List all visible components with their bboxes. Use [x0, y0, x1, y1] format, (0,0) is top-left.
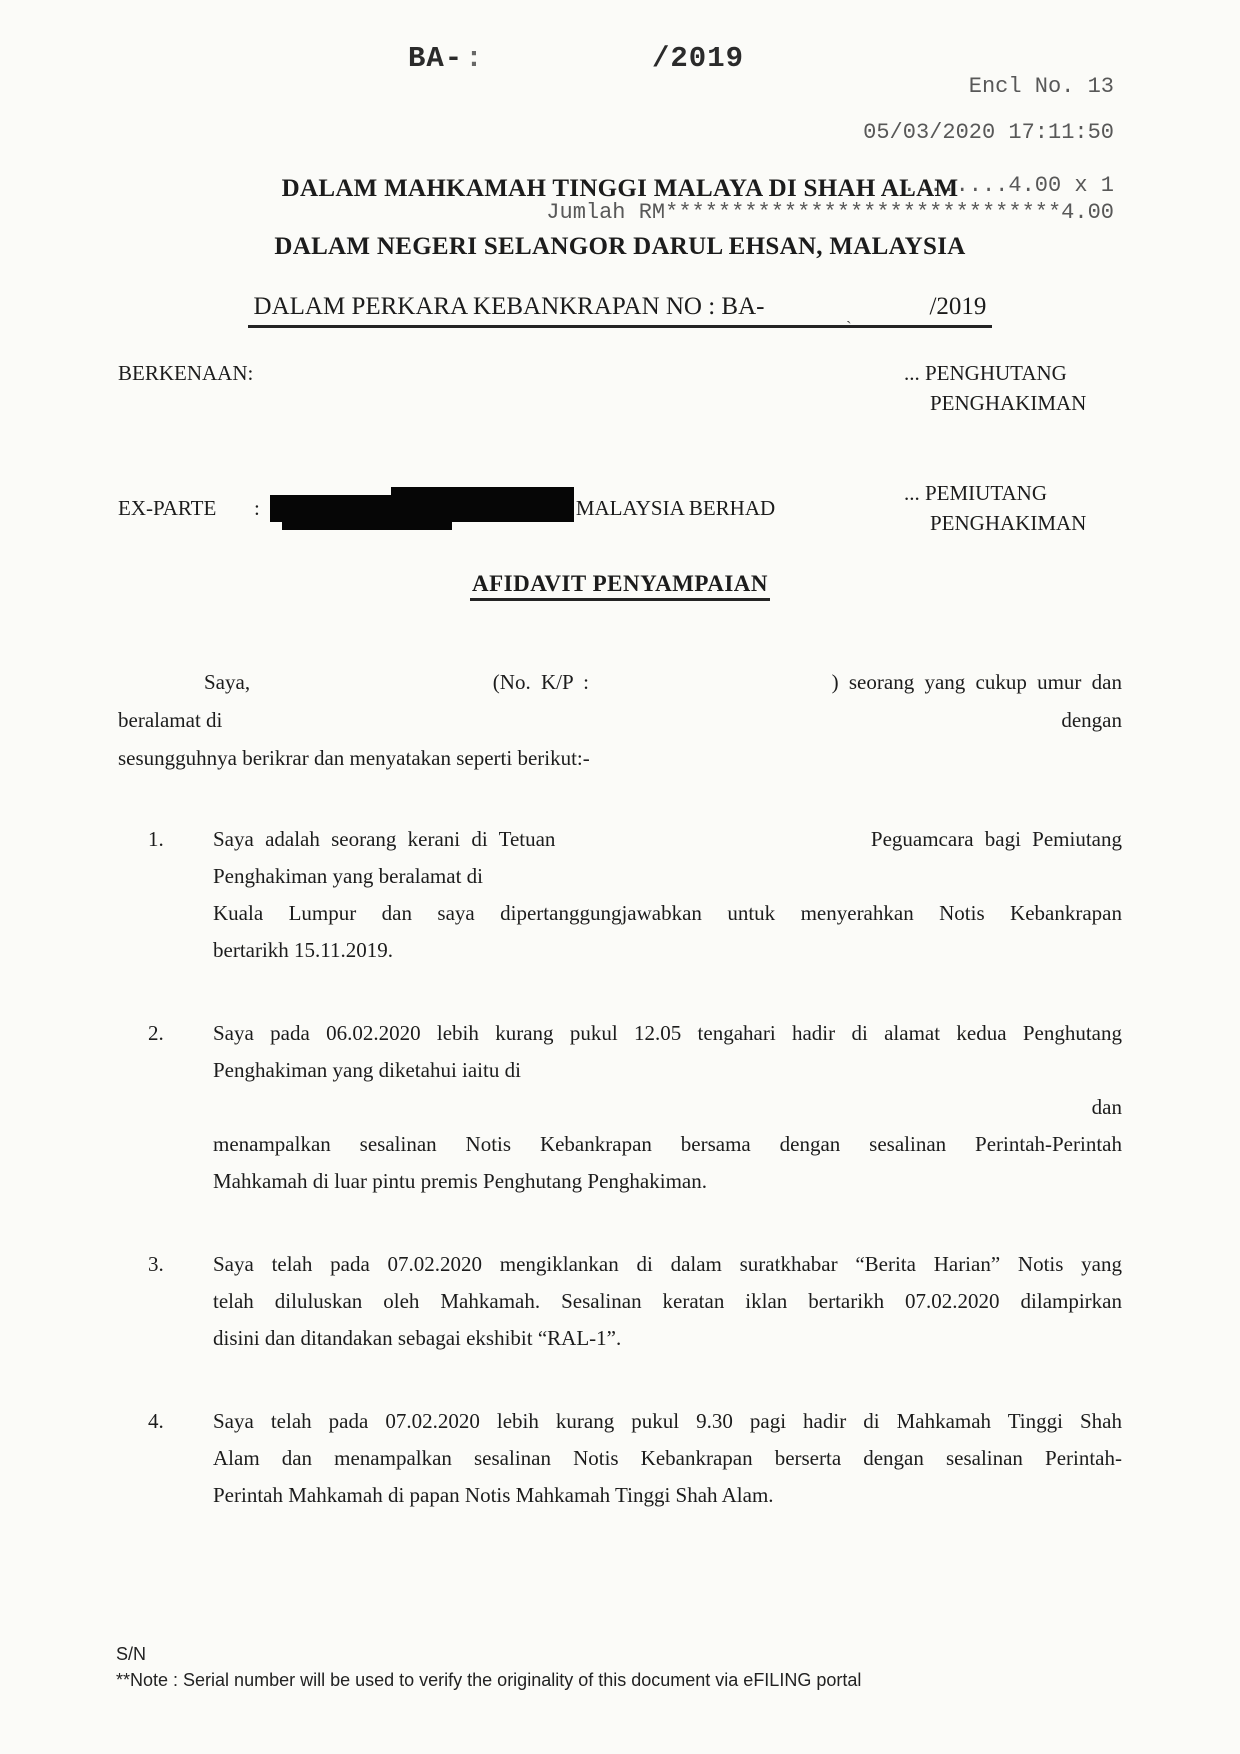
ellipsis: ...	[904, 481, 925, 505]
judgment-debtor-designation	[904, 358, 1122, 418]
item-line: Perintah Mahkamah di papan Notis Mahkamah Tinggi Shah Alam.	[213, 1483, 774, 1507]
item-text	[213, 1403, 1122, 1514]
judgment-creditor-word1: PEMIUTANG	[925, 481, 1047, 505]
item-line: Alam dan menampalkan sesalinan Notis Kebankrapan berserta dengan sesalinan Perintah-	[213, 1446, 1122, 1470]
stamp-case-number-prefix: BA-:	[408, 42, 484, 75]
berkenaan-label: BERKENAAN:	[118, 361, 254, 385]
item-text	[213, 1246, 1122, 1357]
item-line: menampalkan sesalinan Notis Kebankrapan bersama dengan sesalinan Perintah-Perintah	[213, 1132, 1122, 1156]
intro-line2	[118, 701, 1122, 739]
item-line: Penghakiman yang diketahui iaitu di	[213, 1058, 521, 1082]
intro-kp-close: ) seorang yang cukup umur dan	[831, 670, 1122, 694]
exparte-label: EX-PARTE	[118, 496, 217, 520]
intro-kp-open: (No. K/P :	[492, 670, 589, 694]
item-line	[213, 821, 1122, 858]
item-line: telah diluluskan oleh Mahkamah. Sesalinan keratan iklan bertarikh 07.02.2020 dilampirkan	[213, 1289, 1122, 1313]
case-number-year: /2019	[929, 293, 987, 320]
scan-artifact-tick: `	[846, 318, 852, 337]
affidavit-items	[118, 821, 1122, 1514]
judgment-creditor-word2: PENGHAKIMAN	[930, 511, 1087, 535]
item-line: dan	[1091, 1095, 1122, 1119]
ellipsis: ...	[904, 361, 925, 385]
stamp-case-number-year: /2019	[652, 42, 745, 75]
item-line: Mahkamah di luar pintu premis Penghutang Penghakiman.	[213, 1169, 707, 1193]
footer-note: **Note : Serial number will be used to verify the originality of this document via eFILING portal	[116, 1670, 862, 1690]
item-number: 3.	[148, 1252, 164, 1276]
berkenaan-row	[118, 358, 1122, 418]
intro-saya: Saya,	[204, 670, 251, 694]
intro-dengan: dengan	[1061, 708, 1122, 732]
item-number: 2.	[148, 1021, 164, 1045]
affidavit-item-2	[118, 1015, 1122, 1200]
judgment-debtor-word2: PENGHAKIMAN	[930, 391, 1087, 415]
intro-paragraph	[118, 663, 1122, 777]
stamp-datetime: 05/03/2020 17:11:50	[863, 120, 1114, 145]
judgment-creditor-designation	[904, 478, 1122, 538]
stamp-fee-total-line: Jumlah RM******************************4.00	[546, 200, 1114, 225]
intro-beralamat: beralamat di	[118, 708, 223, 732]
court-name-line: DALAM MAHKAMAH TINGGI MALAYA DI SHAH ALAM	[281, 175, 959, 202]
item-text	[213, 1015, 1122, 1200]
exparte-company: MALAYSIA BERHAD	[575, 496, 776, 520]
exparte-row	[118, 478, 1122, 538]
item-text	[213, 821, 1122, 969]
state-line: DALAM NEGERI SELANGOR DARUL EHSAN, MALAYSIA	[274, 233, 966, 260]
stamp-fee-line: ........4.00 x 1	[902, 173, 1114, 198]
case-number-label: DALAM PERKARA KEBANKRAPAN NO : BA-	[253, 293, 765, 320]
document-title: AFIDAVIT PENYAMPAIAN	[118, 568, 1122, 599]
footer-serial-label: S/N	[116, 1644, 147, 1664]
exparte-colon: :	[254, 496, 260, 520]
item-line: Kuala Lumpur dan saya dipertanggungjawabkan untuk menyerahkan Notis Kebankrapan	[213, 901, 1122, 925]
item-line: Saya telah pada 07.02.2020 mengiklankan di dalam suratkhabar “Berita Harian” Notis yang	[213, 1252, 1122, 1276]
stamp-case-number-remnant: :	[465, 42, 484, 75]
item-line: disini dan ditandakan sebagai ekshibit “RAL-1”.	[213, 1326, 622, 1350]
item-line-left: Saya adalah seorang kerani di Tetuan	[213, 827, 556, 851]
item-number: 1.	[148, 827, 164, 851]
affidavit-item-1	[118, 821, 1122, 969]
affidavit-item-4	[118, 1403, 1122, 1514]
document-body	[118, 0, 1122, 1560]
redaction-bar	[270, 495, 574, 522]
item-line: Penghakiman yang beralamat di	[213, 864, 483, 888]
item-line-right: Peguamcara bagi Pemiutang	[870, 827, 1122, 851]
intro-line1	[118, 663, 1122, 701]
judgment-debtor-word1: PENGHUTANG	[925, 361, 1067, 385]
case-number-line	[118, 292, 1122, 328]
stamp-encl-no: Encl No. 13	[968, 74, 1114, 99]
item-line: Saya telah pada 07.02.2020 lebih kurang pukul 9.30 pagi hadir di Mahkamah Tinggi Shah	[213, 1409, 1122, 1433]
affidavit-item-3	[118, 1246, 1122, 1357]
intro-line3: sesungguhnya berikrar dan menyatakan seperti berikut:-	[118, 746, 590, 770]
item-number: 4.	[148, 1409, 164, 1433]
item-line: bertarikh 15.11.2019.	[213, 938, 394, 962]
item-line: Saya pada 06.02.2020 lebih kurang pukul 12.05 tengahari hadir di alamat kedua Penghutang	[213, 1021, 1122, 1045]
